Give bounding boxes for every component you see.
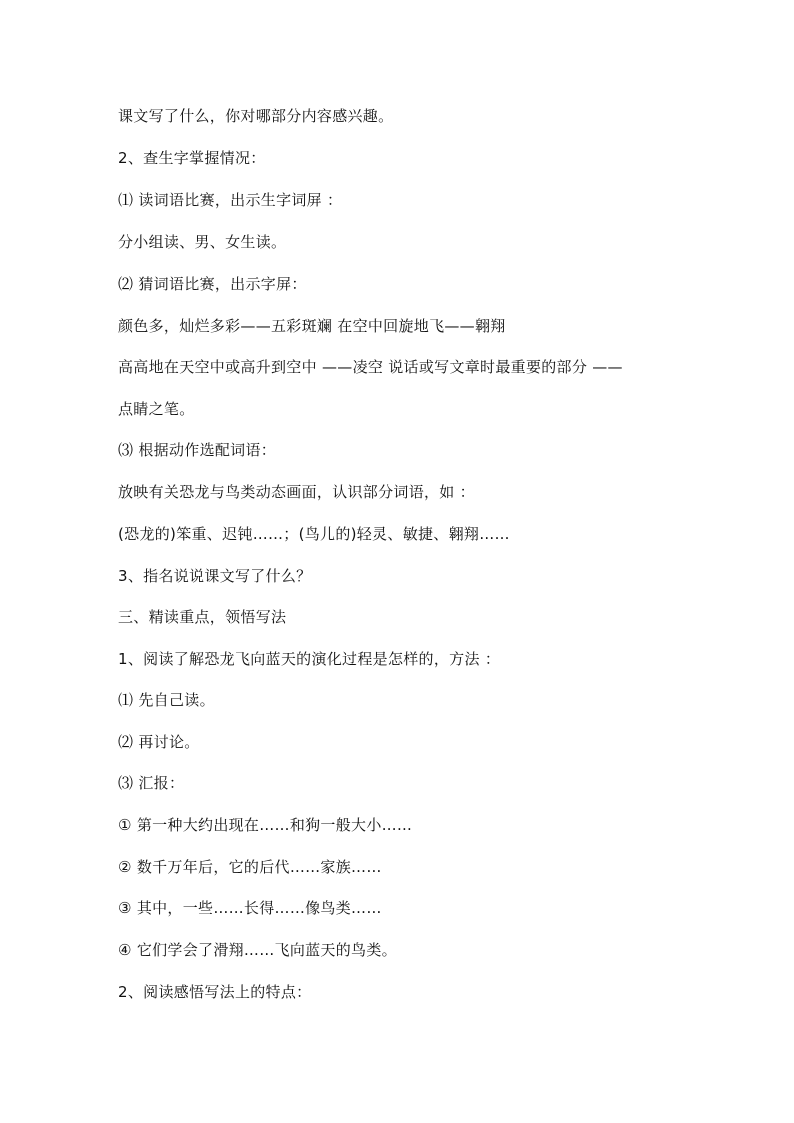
text-line: ⑴ 读词语比赛，出示生字词屏 ：	[118, 191, 343, 209]
text-line: ④ 它们学会了滑翔……飞向蓝天的鸟类。	[118, 941, 397, 959]
text-line: 放映有关恐龙与鸟类动态画面，认识部分词语，如 ：	[118, 483, 475, 501]
text-line: 点睛之笔。	[118, 400, 195, 418]
text-line: ⑶ 汇报：	[118, 774, 185, 792]
text-line: 2、阅读感悟写法上的特点：	[118, 983, 312, 1001]
text-line: ⑵ 猜词语比赛，出示字屏：	[118, 275, 307, 293]
text-line: 1、阅读了解恐龙飞向蓝天的演化过程是怎样的，方法 ：	[118, 650, 501, 668]
text-line: ⑵ 再讨论。	[118, 733, 200, 751]
text-line: (恐龙的)笨重、迟钝……；(鸟儿的)轻灵、敏捷、翱翔……	[118, 525, 510, 543]
text-line: 课文写了什么，你对哪部分内容感兴趣。	[118, 107, 394, 125]
text-line: ① 第一种大约出现在……和狗一般大小……	[118, 816, 413, 834]
text-line: 颜色多，灿烂多彩——五彩斑斓 在空中回旋地飞——翱翔	[118, 317, 506, 335]
text-line: ② 数千万年后，它的后代……家族……	[118, 858, 382, 876]
text-line: 三、精读重点，领悟写法	[118, 608, 287, 626]
text-line: 高高地在天空中或高升到空中 ——凌空 说话或写文章时最重要的部分 ——	[118, 358, 623, 376]
text-line: ⑴ 先自己读。	[118, 691, 215, 709]
text-line: 分小组读、男、女生读。	[118, 233, 287, 251]
text-line: ⑶ 根据动作选配词语：	[118, 441, 277, 459]
text-line: 3、指名说说课文写了什么？	[118, 567, 312, 585]
text-line: 2、查生字掌握情况：	[118, 149, 266, 167]
text-line: ③ 其中，一些……长得……像鸟类……	[118, 899, 382, 917]
